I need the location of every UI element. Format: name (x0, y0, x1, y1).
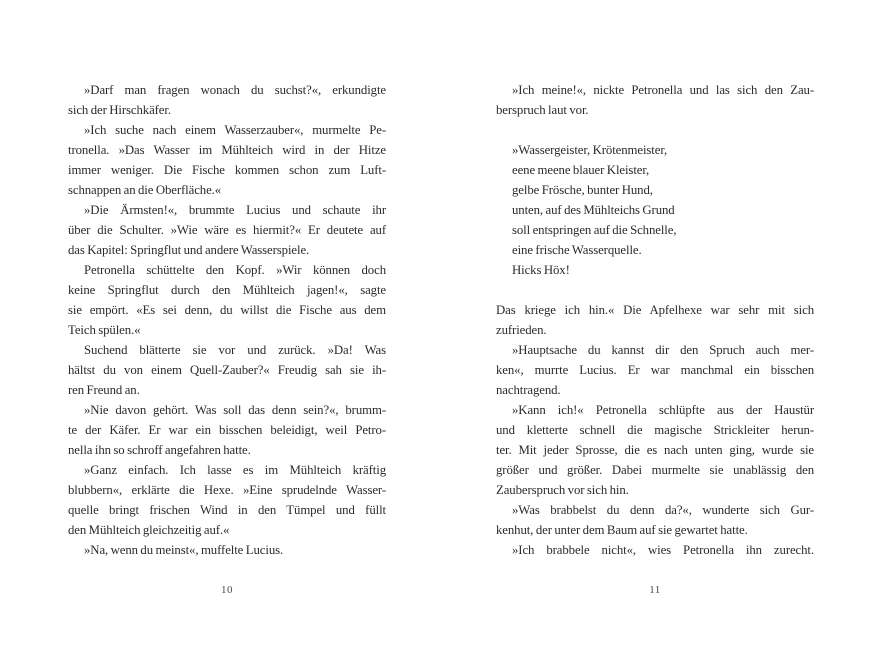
text-line: »Was brabbelst du denn da?«, wunderte sich Gur- (512, 503, 814, 517)
text-line: »Ich brabbele nicht«, wies Petronella ihn zurecht. (512, 543, 814, 557)
text-line: quelle bringt frischen Wind in den Tümpel und füllt (68, 503, 386, 517)
text-line: ter. Mit jeder Sprosse, die es nach unten ging, wurde sie (496, 443, 814, 457)
page-number-left: 10 (221, 584, 233, 596)
text-line: Das kriege ich hin.« Die Apfelhexe war sehr mit sich (496, 303, 814, 317)
text-line: berspruch laut vor. (496, 103, 589, 117)
text-line: »Wassergeister, Krötenmeister, (512, 143, 668, 157)
text-line: ren Freund an. (68, 383, 140, 397)
text-line: »Darf man fragen wonach du suchst?«, erkundigte (84, 83, 386, 97)
text-line: soll entspringen auf die Schnelle, (512, 223, 677, 237)
text-line: und kletterte schnell die magische Strickleiter herun- (496, 423, 814, 437)
page-left (68, 80, 386, 596)
text-line: zufrieden. (496, 323, 547, 337)
text-line: Teich spülen.« (68, 323, 141, 337)
text-line: »Nie davon gehört. Was soll das denn sein?«, brumm- (84, 403, 386, 417)
text-line: Suchend blätterte sie vor und zurück. »Da! Was (84, 343, 386, 357)
text-line: »Ich suche nach einem Wasserzauber«, murmelte Pe- (84, 123, 386, 137)
text-line: unten, auf des Mühlteichs Grund (512, 203, 675, 217)
text-line: das Kapitel: Springflut und andere Wasserspiele. (68, 243, 310, 257)
text-line: den Mühlteich gleichzeitig auf.« (68, 523, 230, 537)
text-line: eene meene blauer Kleister, (512, 163, 650, 177)
text-line: hältst du von einem Quell-Zauber?« Freudig sah sie ih- (68, 363, 386, 377)
text-line: immer weniger. Die Fische kommen schon zum Luft- (68, 163, 386, 177)
text-line: tronella. »Das Wasser im Mühlteich wird in der Hitze (68, 143, 386, 157)
text-line: »Die Ärmsten!«, brummte Lucius und schaute ihr (84, 203, 386, 217)
text-line: nachtragend. (496, 383, 561, 397)
blank-line (496, 120, 814, 140)
text-line: sich der Hirschkäfer. (68, 103, 171, 117)
page-left-text (68, 80, 386, 560)
text-line: Zauberspruch vor sich hin. (496, 483, 629, 497)
text-line: Hicks Höx! (512, 263, 570, 277)
text-line: »Na, wenn du meinst«, muffelte Lucius. (84, 543, 284, 557)
text-line: kenhut, der unter dem Baum auf sie gewartet hatte. (496, 523, 748, 537)
page-right (496, 80, 814, 596)
blank-line (496, 280, 814, 300)
text-line: sie empört. «Es sei denn, du willst die Fische aus dem (68, 303, 386, 317)
page-right-text (496, 80, 814, 560)
text-line: te der Käfer. Er war ein bisschen beleidigt, weil Petro- (68, 423, 386, 437)
text-line: über die Schulter. »Wie wäre es hiermit?« Er deutete auf (68, 223, 386, 237)
page-number-right: 11 (649, 584, 661, 596)
text-line: ken«, murrte Lucius. Er war manchmal ein bisschen (496, 363, 814, 377)
text-line: nella ihn so schroff angefahren hatte. (68, 443, 251, 457)
text-line: eine frische Wasserquelle. (512, 243, 642, 257)
text-line: schnappen an die Oberfläche.« (68, 183, 222, 197)
text-line: »Kann ich!« Petronella schlüpfte aus der Haustür (512, 403, 814, 417)
text-line: »Ich meine!«, nickte Petronella und las sich den Zau- (512, 83, 814, 97)
text-line: gelbe Frösche, bunter Hund, (512, 183, 653, 197)
text-line: Petronella schüttelte den Kopf. »Wir können doch (84, 263, 386, 277)
text-line: blubbern«, erklärte die Hexe. »Eine sprudelnde Wasser- (68, 483, 386, 497)
text-line: »Hauptsache du kannst dir den Spruch auch mer- (512, 343, 814, 357)
text-line: größer und größer. Dabei murmelte sie unablässig den (496, 463, 814, 477)
text-line: »Ganz einfach. Ich lasse es im Mühlteich kräftig (84, 463, 386, 477)
text-line: keine Springflut durch den Mühlteich jagen!«, sagte (68, 283, 386, 297)
